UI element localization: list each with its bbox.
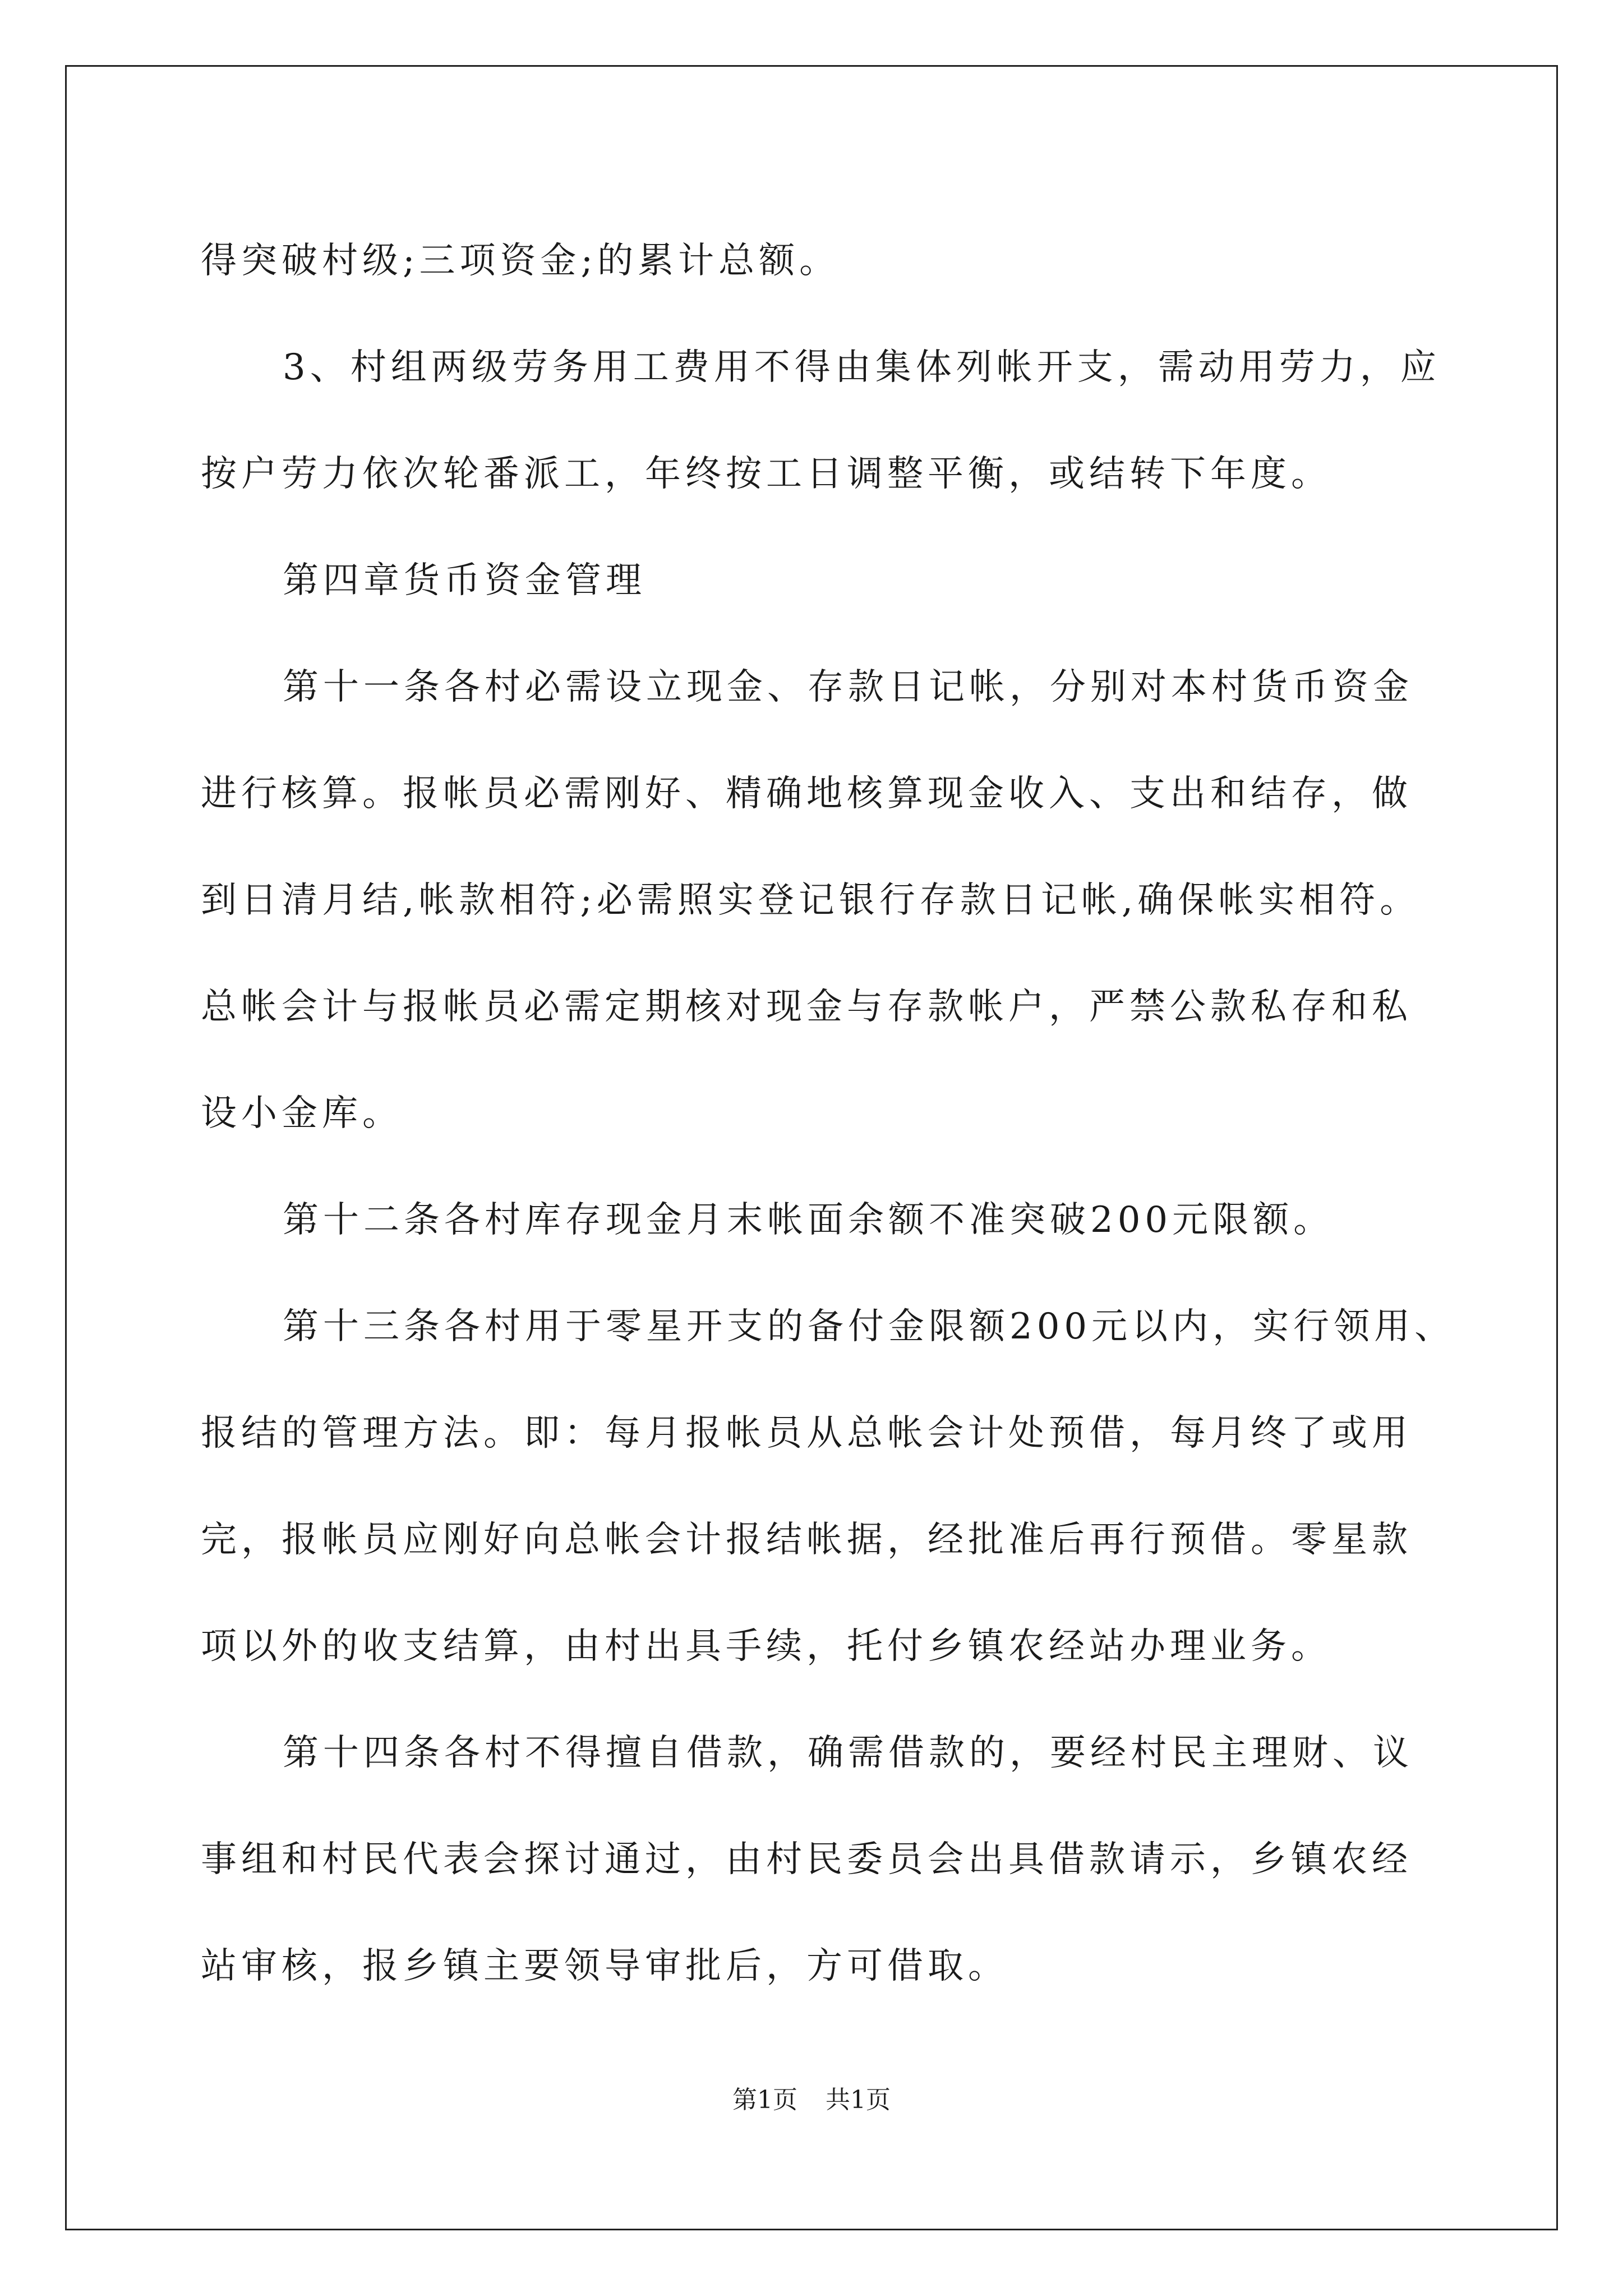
page-number: 第1页 bbox=[732, 2086, 797, 2114]
text-line: 按户劳力依次轮番派工，年终按工日调整平衡，或结转下年度。 bbox=[201, 453, 1331, 495]
text-line: 第十四条各村不得擅自借款，确需借款的，要经村民主理财、议 bbox=[283, 1732, 1413, 1774]
text-line: 站审核，报乡镇主要领导审批后，方可借取。 bbox=[201, 1945, 1008, 1987]
text-line: 3、村组两级劳务用工费用不得由集体列帐开支，需动用劳力，应 bbox=[283, 347, 1441, 388]
text-line: 完，报帐员应刚好向总帐会计报结帐据，经批准后再行预借。零星款 bbox=[201, 1519, 1412, 1561]
text-line: 设小金库。 bbox=[201, 1093, 403, 1134]
text-line: 第十二条各村库存现金月末帐面余额不准突破200元限额。 bbox=[283, 1199, 1334, 1241]
text-line: 得突破村级;三项资金;的累计总额。 bbox=[201, 240, 840, 282]
text-line: 总帐会计与报帐员必需定期核对现金与存款帐户，严禁公款私存和私 bbox=[201, 986, 1412, 1028]
chapter-heading: 第四章货币资金管理 bbox=[283, 560, 646, 601]
text-line: 事组和村民代表会探讨通过，由村民委员会出具借款请示，乡镇农经 bbox=[201, 1839, 1412, 1880]
text-line: 第十一条各村必需设立现金、存款日记帐，分别对本村货币资金 bbox=[283, 666, 1413, 708]
text-line: 项以外的收支结算，由村出具手续，托付乡镇农经站办理业务。 bbox=[201, 1626, 1331, 1667]
text-line: 第十三条各村用于零星开支的备付金限额200元以内，实行领用、 bbox=[283, 1306, 1455, 1347]
text-line: 报结的管理方法。即：每月报帐员从总帐会计处预借，每月终了或用 bbox=[201, 1412, 1412, 1454]
page-footer bbox=[0, 2083, 1623, 2117]
text-line: 进行核算。报帐员必需刚好、精确地核算现金收入、支出和结存，做 bbox=[201, 773, 1412, 815]
document-body bbox=[201, 208, 1455, 2019]
page-total: 共1页 bbox=[826, 2086, 891, 2114]
text-line: 到日清月结,帐款相符;必需照实登记银行存款日记帐,确保帐实相符。 bbox=[201, 880, 1421, 921]
